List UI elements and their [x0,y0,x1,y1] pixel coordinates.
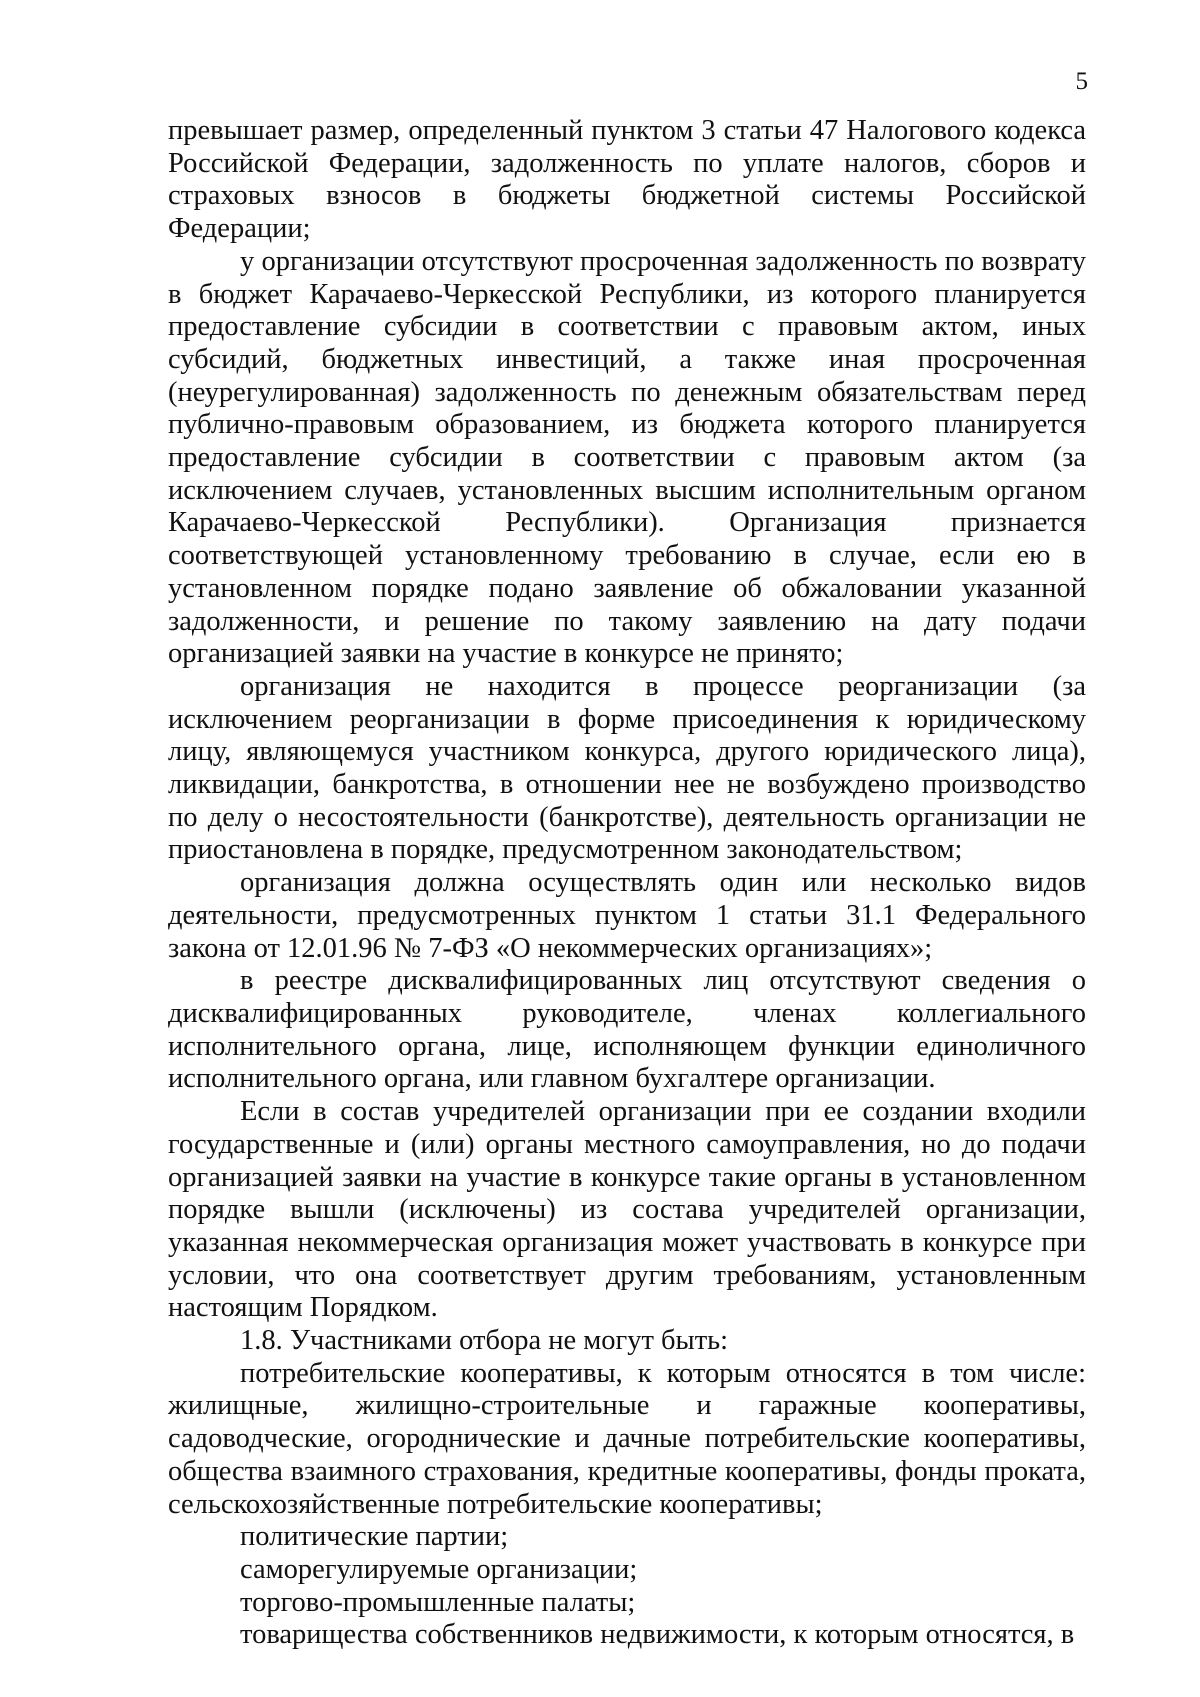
paragraph-no-overdue-debt: у организации отсутствуют просроченная задолженность по возврату в бюджет Карачаево-Черкесской Республики, из которого планируется предоставление субсидии в соответствии с правовым актом, иных субсидий, бюджетных инвестиций, а также иная просроченная (неурегулированная) задолженность по денежным обязательствам перед публично-правовым образованием, из бюджета которого планируется предоставление субсидии в соответствии с правовым актом (за исключением случаев, установленных высшим исполнительным органом Карачаево-Черкесской Республики). Организация признается соответствующей установленному требованию в случае, если ею в установленном порядке подано заявление об обжаловании указанной задолженности, и решение по такому заявлению на дату подачи организацией заявки на участие в конкурсе не принято; [168,245,1086,670]
page-number: 5 [1075,68,1088,95]
paragraph-chambers-of-commerce: торгово-промышленные палаты; [240,1586,636,1618]
paragraph-no-reorganization: организация не находится в процессе реорганизации (за исключением реорганизации в форме присоединения к юридическому лицу, являющемуся участником конкурса, другого юридического лица), ликвидации, банкротства, в отношении нее не возбуждено производство по делу о несостоятельности (банкротстве), деятельность организации не приостановлена в порядке, предусмотренном законодательством; [168,670,1086,866]
paragraph-self-regulatory: саморегулируемые организации; [240,1553,638,1585]
paragraph-activity-types: организация должна осуществлять один или несколько видов деятельности, предусмотренных пунктом 1 статьи 31.1 Федерального закона от 12.01.96 № 7-ФЗ «О некоммерческих организациях»; [168,867,1086,964]
paragraph-founders: Если в состав учредителей организации при ее создании входили государственные и (или) органы местного самоуправления, но до подачи организацией заявки на участие в конкурсе такие органы в установленном порядке вышли (исключены) из состава учредителей организации, указанная некоммерческая организация может участвовать в конкурсе при условии, что она соответствует другим требованиям, установленным настоящим Порядком. [168,1096,1086,1324]
paragraph-political-parties: политические партии; [240,1521,509,1553]
paragraph-consumer-cooperatives: потребительские кооперативы, к которым относятся в том числе: жилищные, жилищно-строительные и гаражные кооперативы, садоводческие, огороднические и дачные потребительские кооперативы, общества взаимного страхования, кредитные кооперативы, фонды проката, сельскохозяйственные потребительские кооперативы; [168,1357,1086,1520]
paragraph-section-1-8: 1.8. Участниками отбора не могут быть: [240,1325,729,1357]
document-body [168,115,1086,1652]
paragraph-tax-debt-continuation: превышает размер, определенный пунктом 3 статьи 47 Налогового кодекса Российской Федерации, задолженность по уплате налогов, сборов и страховых взносов в бюджеты бюджетной системы Российской Федерации; [168,115,1086,245]
paragraph-property-owners: товарищества собственников недвижимости, к которым относятся, в [240,1619,1075,1651]
paragraph-disqualified-persons: в реестре дисквалифицированных лиц отсутствуют сведения о дисквалифицированных руководителе, членах коллегиального исполнительного органа, лице, исполняющем функции единоличного исполнительного органа, или главном бухгалтере организации. [168,965,1086,1095]
